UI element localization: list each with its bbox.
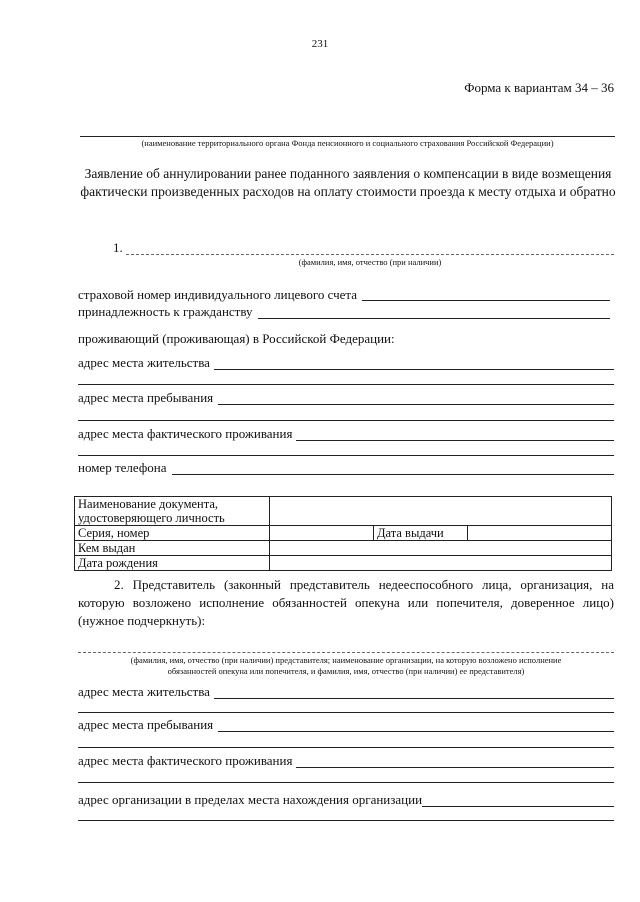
issue-date-label: Дата выдачи xyxy=(374,526,468,541)
citizenship-label: принадлежность к гражданству xyxy=(78,304,253,319)
birth-date-value[interactable] xyxy=(270,556,612,571)
snils-line[interactable] xyxy=(362,300,610,301)
table-row xyxy=(75,556,612,571)
birth-date-label: Дата рождения xyxy=(75,556,270,571)
residing-label: проживающий (проживающая) в Российской Федерации: xyxy=(78,331,395,346)
rep-stay-line-2[interactable] xyxy=(78,747,614,748)
residence-label: адрес места жительства xyxy=(78,355,210,370)
section-2-text: 2. Представитель (законный представитель недееспособного лица, организация, на которую возложено исполнение обязанностей опекуна или попечителя, доверенное лицо) (нужное подчеркнуть): xyxy=(78,577,614,628)
stay-label: адрес места пребывания xyxy=(78,390,214,405)
table-row xyxy=(75,541,612,556)
territorial-organ-caption: (наименование территориального органа Фонда пенсионного и социального страхования Российской Федерации) xyxy=(141,138,554,148)
series-number-label: Серия, номер xyxy=(75,526,270,541)
citizenship-line[interactable] xyxy=(258,318,610,319)
issue-date-value[interactable] xyxy=(468,526,612,541)
doc-name-label-1: Наименование документа, xyxy=(78,497,219,511)
org-address-line[interactable] xyxy=(422,806,614,807)
rep-residence-line[interactable] xyxy=(214,698,614,699)
applicant-name-line[interactable] xyxy=(126,254,614,255)
representative-caption-2: обязанностей опекуна или попечителя, и фамилия, имя, отчество (при наличии) ее представителя) xyxy=(167,666,525,676)
rep-actual-residence-line-2[interactable] xyxy=(78,782,614,783)
doc-name-label-2: удостоверяющего личность xyxy=(78,511,225,525)
rep-residence-label: адрес места жительства xyxy=(78,684,210,699)
actual-residence-line-2[interactable] xyxy=(78,455,614,456)
rep-stay-label: адрес места пребывания xyxy=(78,717,214,732)
phone-label: номер телефона xyxy=(78,460,167,475)
org-address-label: адрес организации в пределах места нахождения организации xyxy=(78,792,423,807)
stay-line[interactable] xyxy=(218,404,614,405)
rep-stay-line[interactable] xyxy=(218,731,614,732)
rep-residence-line-2[interactable] xyxy=(78,712,614,713)
residence-line[interactable] xyxy=(214,369,614,370)
issued-by-value[interactable] xyxy=(270,541,612,556)
rep-actual-residence-label: адрес места фактического проживания xyxy=(78,753,293,768)
issued-by-label: Кем выдан xyxy=(75,541,270,556)
identity-document-table xyxy=(74,496,612,571)
org-address-line-2[interactable] xyxy=(78,820,614,821)
form-reference: Форма к вариантам 34 – 36 xyxy=(464,80,614,95)
representative-name-line[interactable] xyxy=(78,652,614,653)
table-row xyxy=(75,497,612,526)
representative-caption-1: (фамилия, имя, отчество (при наличии) представителя; наименование организации, на которую возложено исполнение xyxy=(130,655,562,665)
document-title: Заявление об аннулировании ранее поданного заявления о компенсации в виде возмещения фактически произведенных расходов на оплату стоимости проезда к месту отдыха и обратно xyxy=(80,166,616,199)
doc-name-value[interactable] xyxy=(270,497,612,526)
series-number-value[interactable] xyxy=(270,526,374,541)
snils-label: страховой номер индивидуального лицевого счета xyxy=(78,287,358,302)
phone-line[interactable] xyxy=(172,474,614,475)
section-1-number: 1. xyxy=(113,240,123,255)
page-number: 231 xyxy=(311,38,329,50)
territorial-organ-line[interactable] xyxy=(80,136,615,137)
actual-residence-label: адрес места фактического проживания xyxy=(78,426,293,441)
doc-name-cell xyxy=(75,497,270,526)
rep-actual-residence-line[interactable] xyxy=(296,767,614,768)
table-row xyxy=(75,526,612,541)
stay-line-2[interactable] xyxy=(78,420,614,421)
applicant-name-caption: (фамилия, имя, отчество (при наличии) xyxy=(298,257,442,267)
actual-residence-line[interactable] xyxy=(296,440,614,441)
residence-line-2[interactable] xyxy=(78,384,614,385)
